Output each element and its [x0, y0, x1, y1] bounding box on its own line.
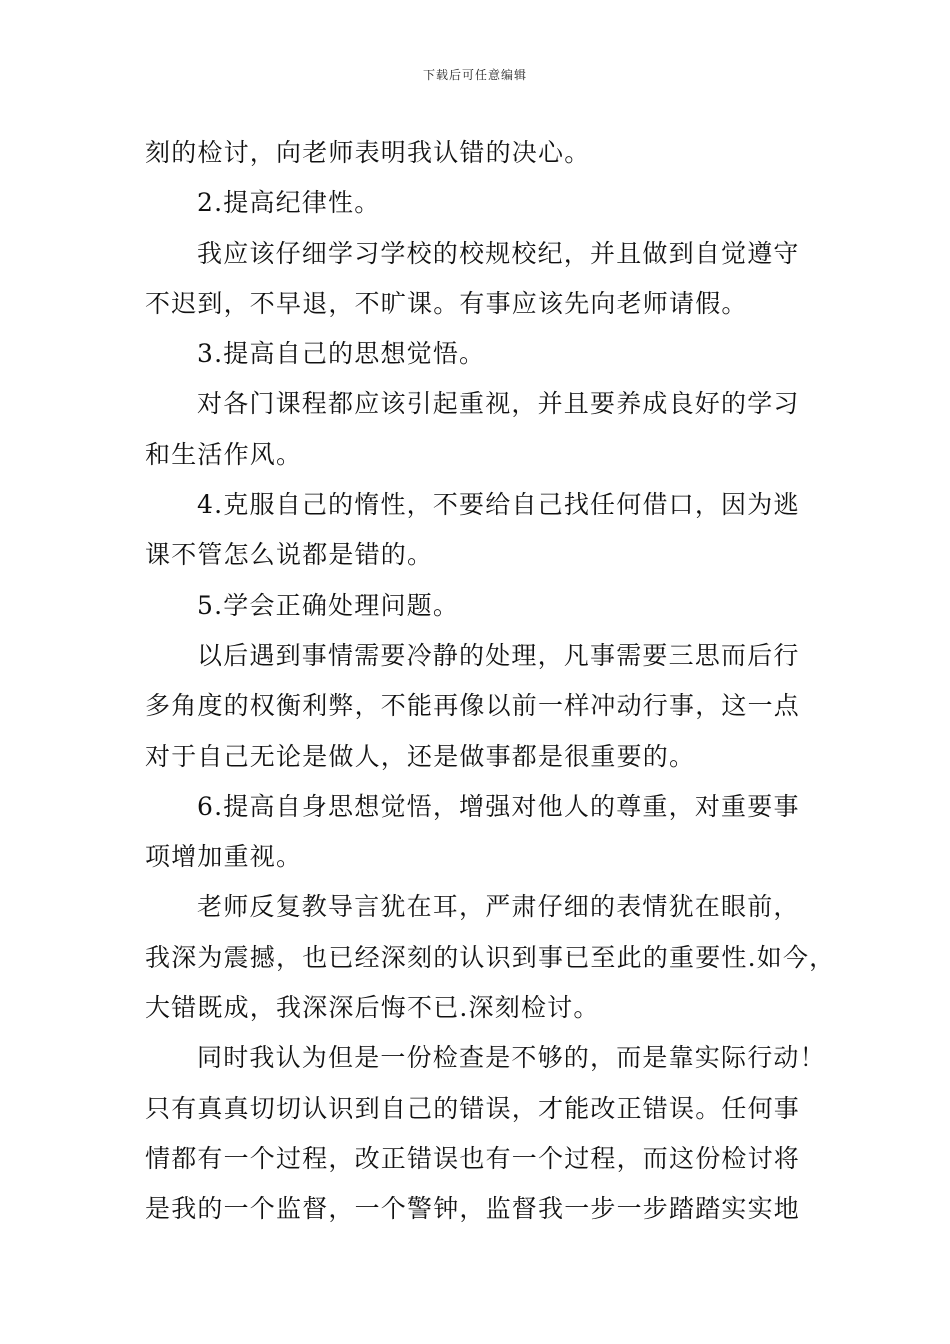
text-line: 多角度的权衡利弊，不能再像以前一样冲动行事，这一点 [145, 691, 801, 721]
text-line: 只有真真切切认识到自己的错误，才能改正错误。任何事 [145, 1093, 801, 1123]
text-line: 3.提高自己的思想觉悟。 [197, 339, 486, 369]
document-body [145, 128, 836, 1235]
text-line: 4.克服自己的惰性，不要给自己找任何借口，因为逃 [197, 490, 800, 520]
page-header: 下载后可任意编辑 [422, 68, 527, 82]
text-line: 我深为震撼，也已经深刻的认识到事已至此的重要性.如今， [145, 942, 836, 972]
text-line: 刻的检讨，向老师表明我认错的决心。 [145, 138, 591, 167]
text-line: 是我的一个监督，一个警钟，监督我一步一步踏踏实实地 [145, 1194, 801, 1224]
text-line: 2.提高纪律性。 [197, 188, 381, 218]
text-line: 对于自己无论是做人，还是做事都是很重要的。 [145, 741, 696, 771]
text-line: 项增加重视。 [145, 842, 303, 872]
text-line: 6.提高自身思想觉悟，增强对他人的尊重，对重要事 [197, 791, 800, 821]
text-line: 不迟到，不早退，不旷课。有事应该先向老师请假。 [145, 288, 748, 318]
text-line: 同时我认为但是一份检查是不够的，而是靠实际行动！ [197, 1043, 826, 1073]
text-line: 5.学会正确处理问题。 [197, 590, 460, 620]
text-line: 我应该仔细学习学校的校规校纪，并且做到自觉遵守 [197, 238, 800, 268]
text-line: 和生活作风。 [145, 439, 303, 469]
text-line: 情都有一个过程，改正错误也有一个过程，而这份检讨将 [145, 1143, 801, 1173]
text-line: 以后遇到事情需要冷静的处理，凡事需要三思而后行 [197, 640, 800, 670]
text-line: 对各门课程都应该引起重视，并且要养成良好的学习 [197, 389, 800, 419]
text-line: 课不管怎么说都是错的。 [145, 540, 434, 570]
text-line: 老师反复教导言犹在耳，严肃仔细的表情犹在眼前， [197, 892, 800, 922]
text-line: 大错既成，我深深后悔不已.深刻检讨。 [145, 993, 600, 1023]
